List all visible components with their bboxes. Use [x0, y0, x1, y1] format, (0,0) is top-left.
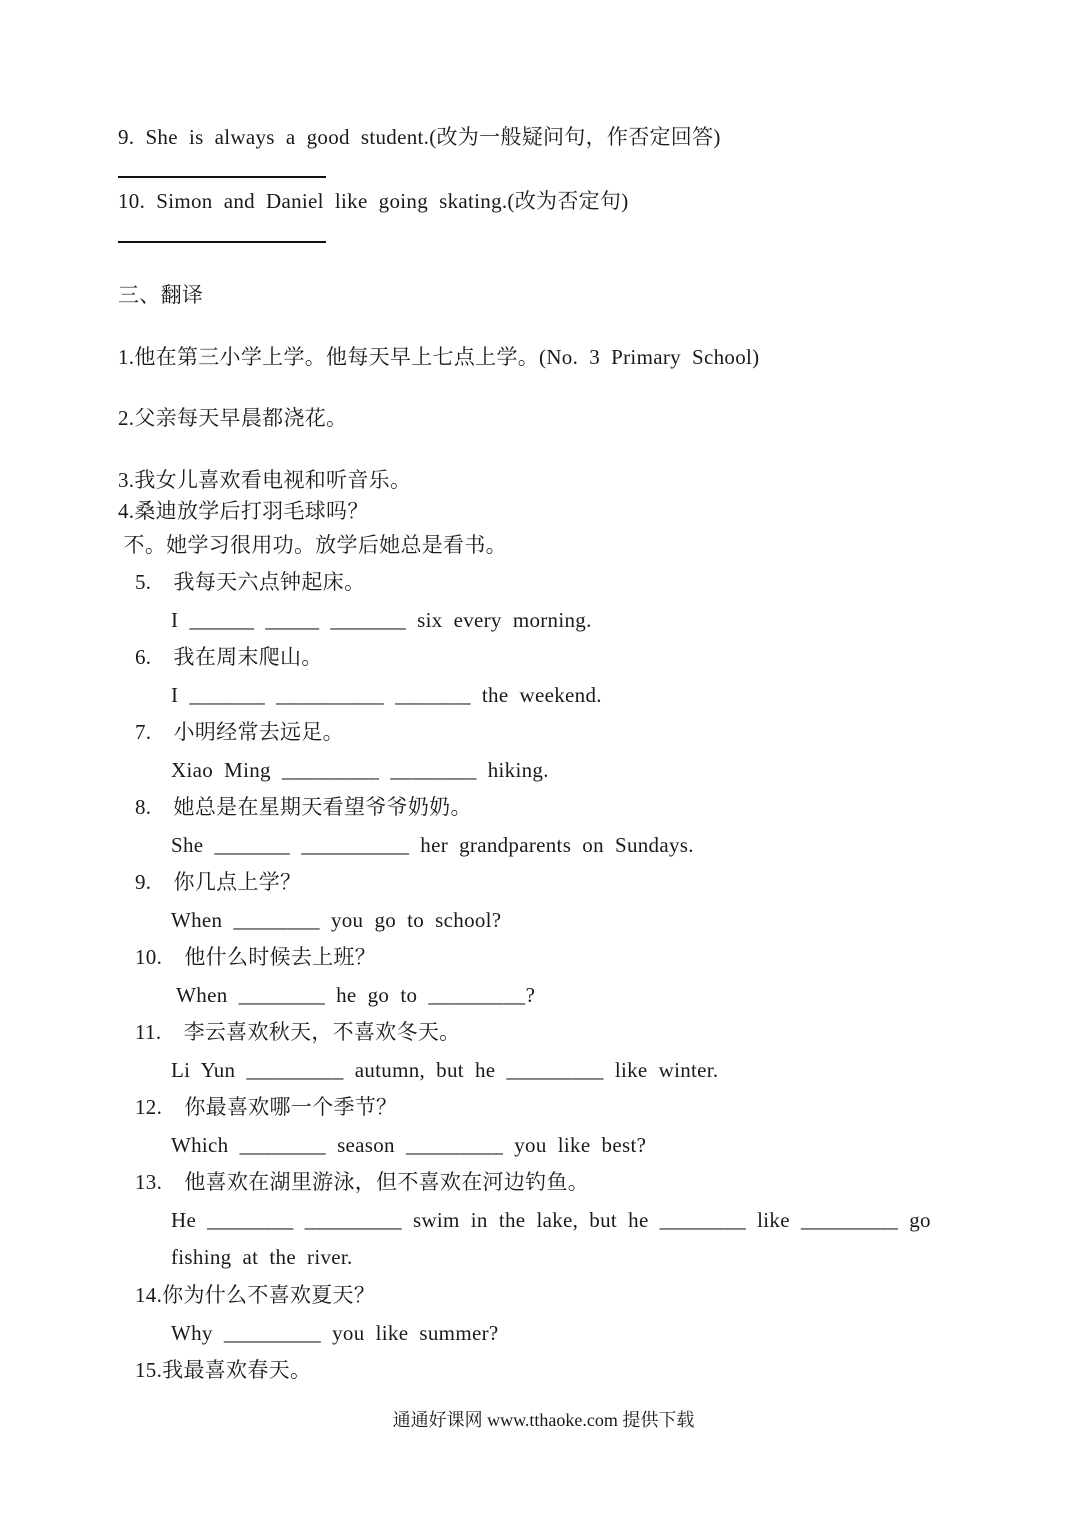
- translation-question-10-english: When ________ he go to _________?: [171, 983, 536, 1007]
- translation-question-1: 1.他在第三小学上学。他每天早上七点上学。(No. 3 Primary School): [118, 345, 760, 369]
- rewrite-question-9: 9. She is always a good student.(改为一般疑问句，作否定回答): [118, 125, 721, 149]
- answer-line-10: [118, 241, 326, 243]
- translation-question-13-chinese: 13. 他喜欢在湖里游泳，但不喜欢在河边钓鱼。: [135, 1170, 590, 1194]
- rewrite-question-10: 10. Simon and Daniel like going skating.(改为否定句): [118, 189, 629, 213]
- translation-question-9-chinese: 9. 你几点上学？: [135, 870, 302, 894]
- translation-question-6-english: I _______ __________ _______ the weekend.: [171, 683, 602, 707]
- translation-question-10-chinese: 10. 他什么时候去上班？: [135, 945, 377, 969]
- translation-question-8-english: She _______ __________ her grandparents on Sundays.: [171, 833, 694, 857]
- translation-question-3: 3.我女儿喜欢看电视和听音乐。: [118, 468, 412, 492]
- translation-question-9-english: When ________ you go to school?: [171, 908, 502, 932]
- page-footer: 通通好课网 www.tthaoke.com 提供下载: [392, 1410, 695, 1430]
- translation-question-14-english: Why _________ you like summer?: [171, 1321, 499, 1345]
- translation-question-12-english: Which ________ season _________ you like best?: [171, 1133, 647, 1157]
- section-heading-translation: 三、翻译: [118, 283, 204, 307]
- translation-question-2: 2.父亲每天早晨都浇花。: [118, 406, 348, 430]
- translation-question-7-english: Xiao Ming _________ ________ hiking.: [171, 758, 549, 782]
- translation-question-11-english: Li Yun _________ autumn, but he _________ like winter.: [171, 1058, 719, 1082]
- translation-question-13-english-continued: fishing at the river.: [171, 1245, 353, 1269]
- translation-question-5-chinese: 5. 我每天六点钟起床。: [135, 570, 366, 594]
- translation-question-15-chinese: 15.我最喜欢春天。: [135, 1358, 312, 1382]
- translation-question-5-english: I ______ _____ _______ six every morning.: [171, 608, 592, 632]
- translation-question-7-chinese: 7. 小明经常去远足。: [135, 720, 344, 744]
- answer-line-9: [118, 176, 326, 178]
- translation-question-12-chinese: 12. 你最喜欢哪一个季节？: [135, 1095, 398, 1119]
- translation-question-13-english: He ________ _________ swim in the lake, but he ________ like _________ go: [171, 1208, 931, 1232]
- translation-question-14-chinese: 14.你为什么不喜欢夏天？: [135, 1283, 376, 1307]
- translation-question-4: 4.桑迪放学后打羽毛球吗？: [118, 499, 369, 523]
- translation-question-8-chinese: 8. 她总是在星期天看望爷爷奶奶。: [135, 795, 472, 819]
- translation-question-6-chinese: 6. 我在周末爬山。: [135, 645, 323, 669]
- translation-question-11-chinese: 11. 李云喜欢秋天，不喜欢冬天。: [135, 1020, 461, 1044]
- translation-question-4-answer: 不。她学习很用功。放学后她总是看书。: [118, 533, 507, 557]
